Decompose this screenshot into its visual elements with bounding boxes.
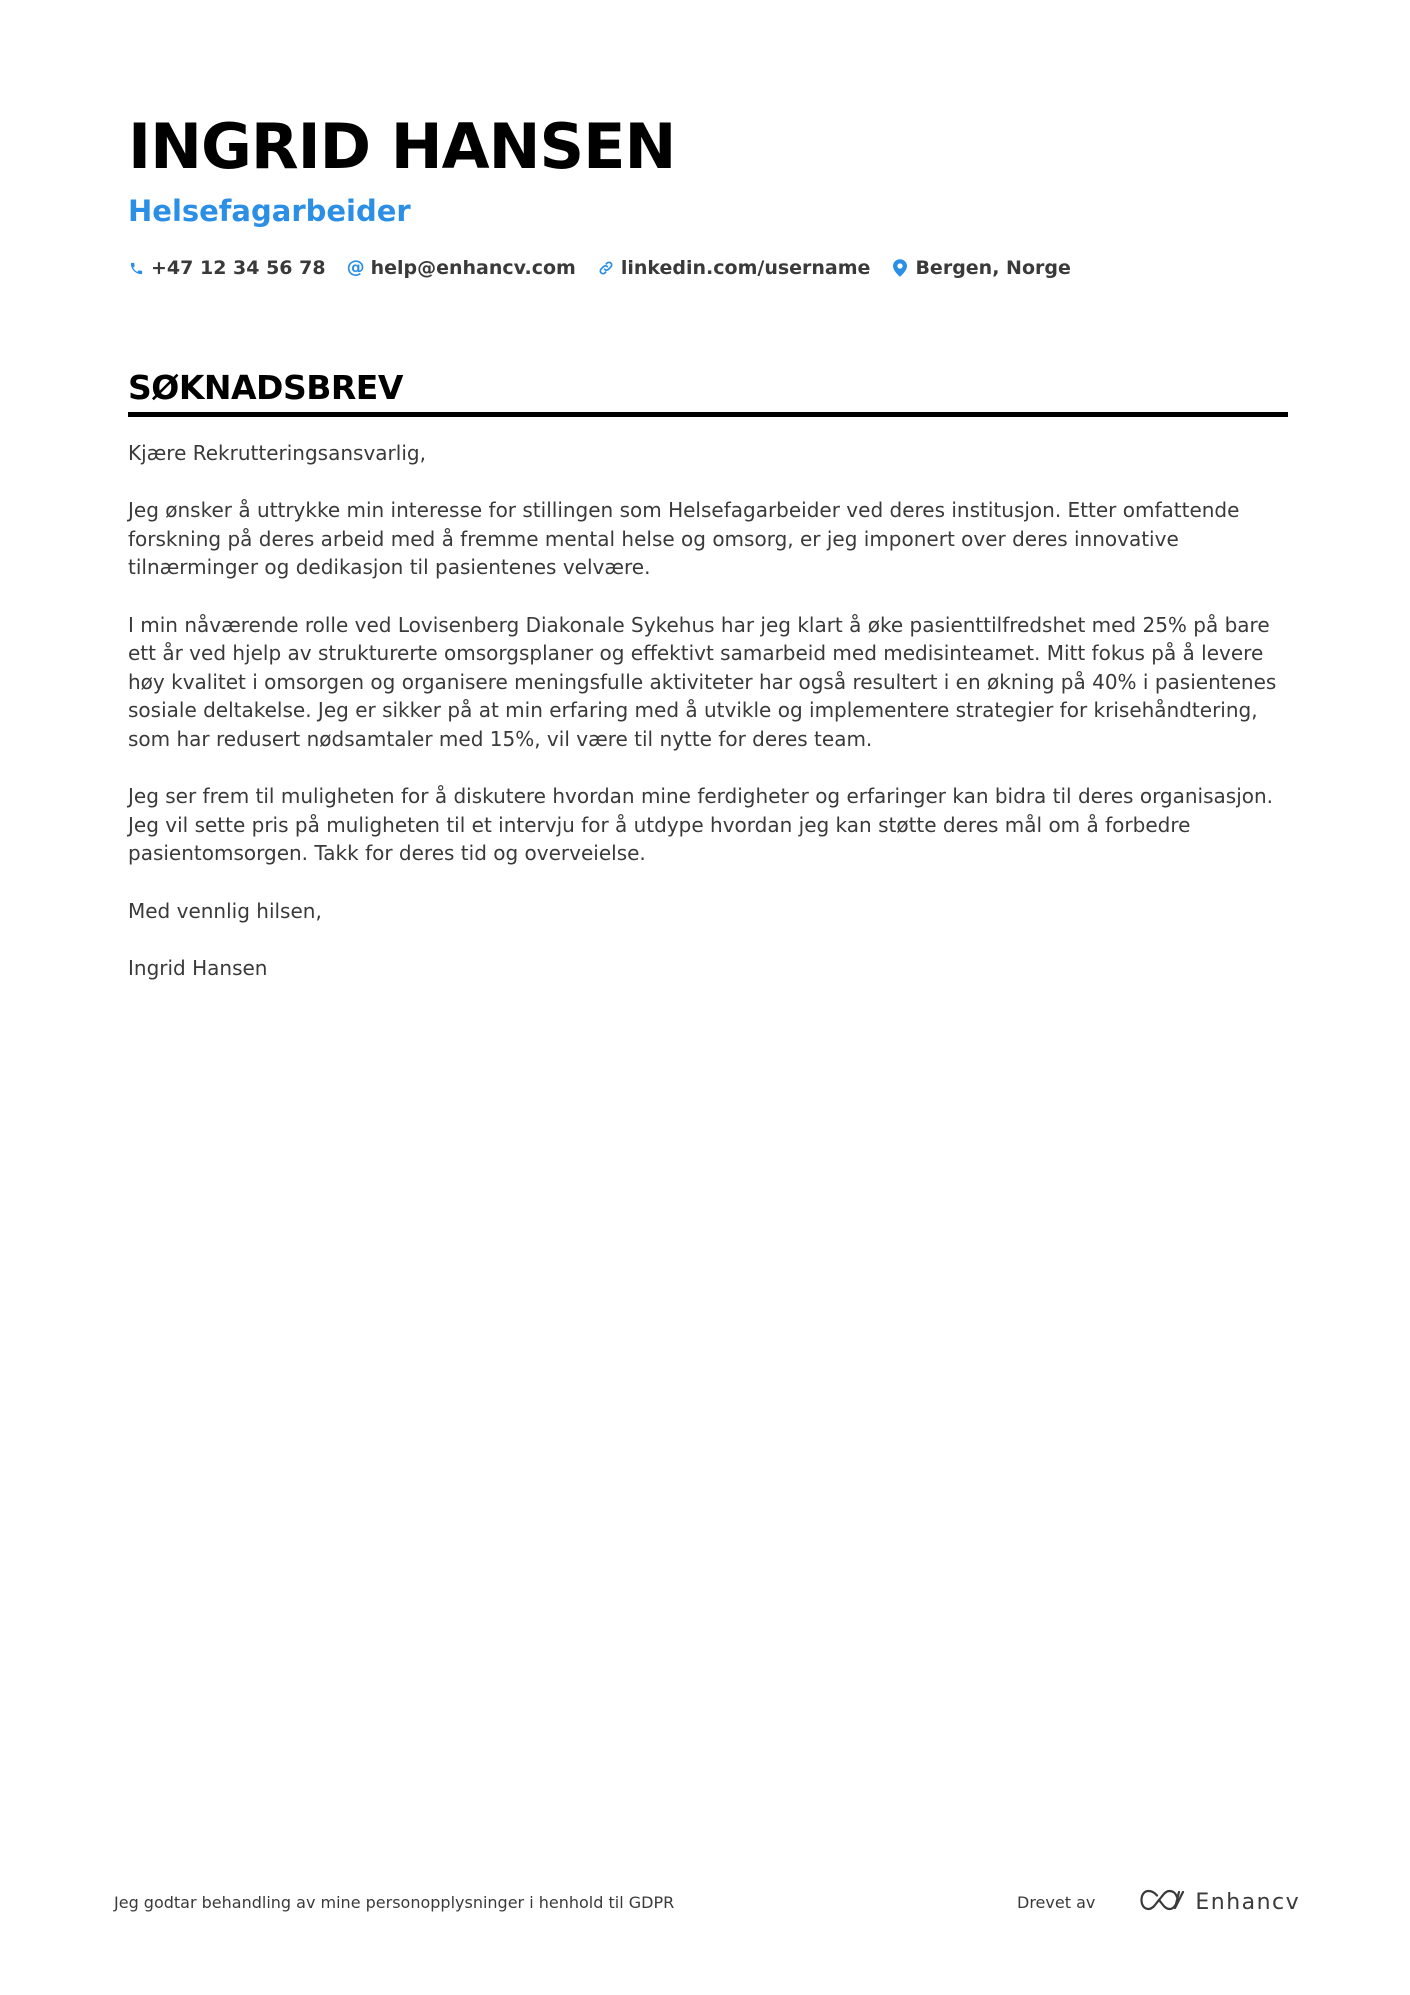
brand-name: Enhancv [1195, 1889, 1301, 1915]
contact-email[interactable] [348, 256, 576, 280]
phone-text: +47 12 34 56 78 [151, 257, 326, 279]
footer-branding [1017, 1880, 1300, 1924]
gdpr-notice: Jeg godtar behandling av mine personopplysninger i henhold til GDPR [114, 1893, 675, 1912]
contact-bar [128, 256, 1288, 280]
section-title: SØKNADSBREV [128, 368, 403, 407]
letter-section [128, 368, 1288, 1011]
contact-location [892, 256, 1070, 280]
header [128, 110, 1288, 280]
salutation: Kjære Rekrutteringsansvarlig, [128, 441, 426, 465]
candidate-name: INGRID HANSEN [128, 110, 676, 183]
powered-by-label: Drevet av [1017, 1892, 1096, 1912]
letter-paragraph: Jeg ønsker å uttrykke min interesse for stillingen som Helsefagarbeider ved deres institusjon. Etter omfattende forskning på deres arbeid med å fremme mental helse og omsorg, er jeg imponert over deres innovative tilnærminger og dedikasjon til pasientenes velvære. [128, 498, 1240, 580]
job-title: Helsefagarbeider [128, 194, 411, 228]
linkedin-text[interactable]: linkedin.com/username [620, 257, 871, 279]
location-pin-icon [892, 259, 908, 277]
location-text: Bergen, Norge [915, 257, 1071, 279]
section-divider [128, 412, 1288, 417]
letter-body [128, 439, 1288, 982]
enhancv-logo-icon [1139, 1888, 1185, 1917]
phone-icon [128, 259, 144, 277]
email-text[interactable]: help@enhancv.com [370, 257, 576, 279]
signature-name: Ingrid Hansen [128, 955, 268, 980]
contact-linkedin[interactable] [598, 256, 871, 280]
brand-logo[interactable] [1139, 1888, 1300, 1917]
link-icon [598, 259, 614, 277]
at-icon: @ [346, 257, 365, 278]
closing: Med vennlig hilsen, [128, 898, 322, 923]
letter-paragraph: Jeg ser frem til muligheten for å diskutere hvordan mine ferdigheter og erfaringer kan bidra til deres organisasjon. Jeg vil sette pris på muligheten til et intervju for å utdype hvordan jeg kan støtte deres mål om å forbedre pasientomsorgen. Takk for deres tid og overveielse. [128, 784, 1274, 866]
contact-phone [128, 256, 326, 280]
letter-paragraph: I min nåværende rolle ved Lovisenberg Diakonale Sykehus har jeg klart å øke pasienttilfredshet med 25% på bare ett år ved hjelp av strukturerte omsorgsplaner og effektivt samarbeid med medisinteamet. Mitt fokus på å levere høy kvalitet i omsorgen og organisere meningsfulle aktiviteter har også resultert i en økning på 40% i pasientenes sosiale deltakelse. Jeg er sikker på at min erfaring med å utvikle og implementere strategier for krisehåndtering, som har redusert nødsamtaler med 15%, vil være til nytte for deres team. [128, 612, 1277, 751]
